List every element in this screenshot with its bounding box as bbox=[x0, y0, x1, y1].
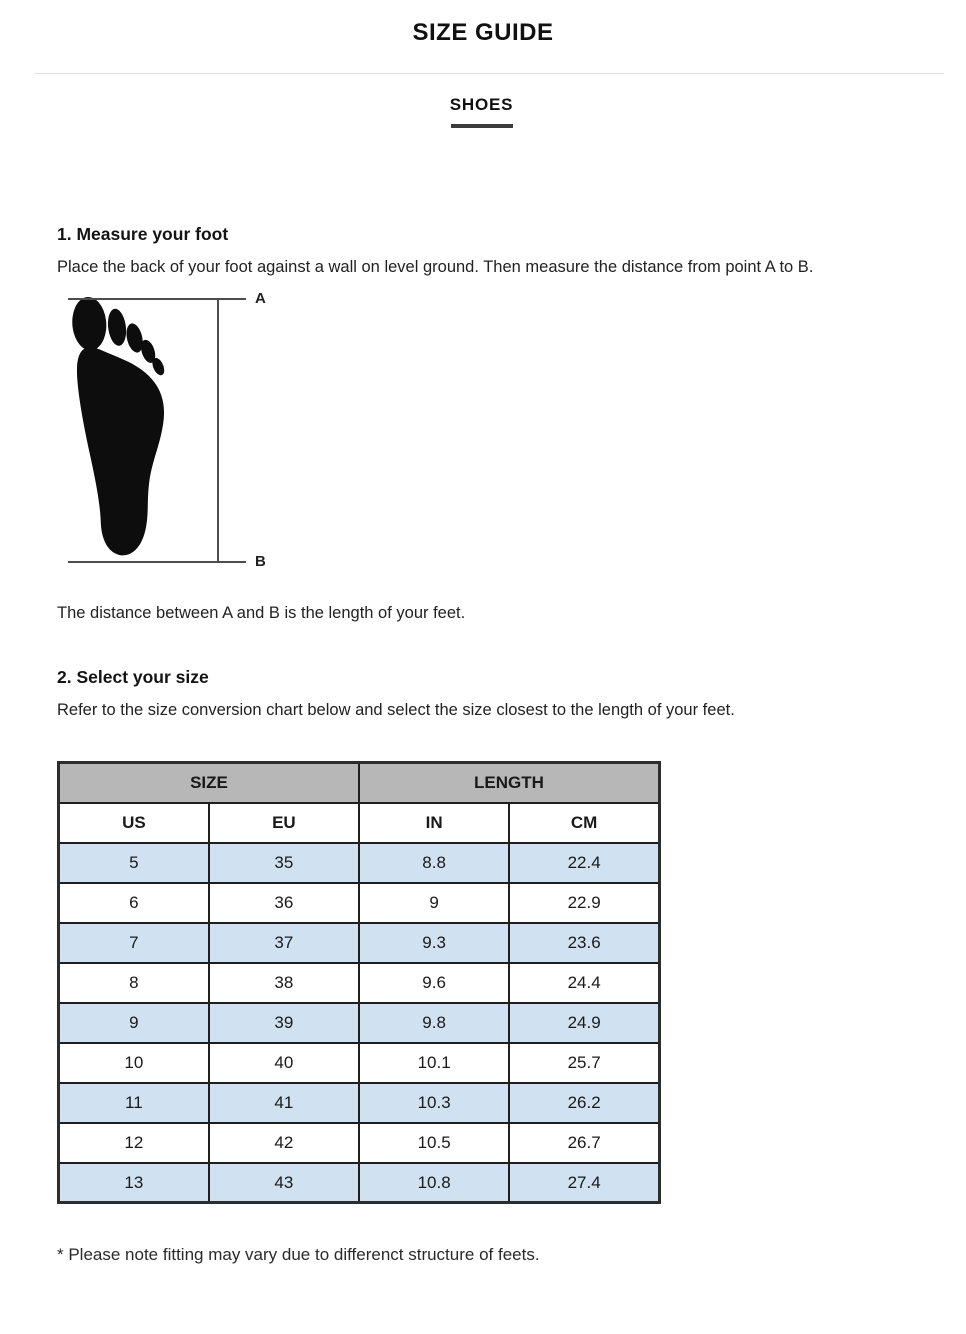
category-title: SHOES bbox=[449, 95, 514, 114]
table-cell: 13 bbox=[59, 1163, 209, 1203]
length-group-header: LENGTH bbox=[359, 763, 660, 803]
table-cell: 35 bbox=[209, 843, 359, 883]
table-cell: 40 bbox=[209, 1043, 359, 1083]
column-header-us: US bbox=[59, 803, 209, 843]
table-cell: 22.9 bbox=[509, 883, 659, 923]
table-cell: 41 bbox=[209, 1083, 359, 1123]
column-header-eu: EU bbox=[209, 803, 359, 843]
step1-heading: 1. Measure your foot bbox=[57, 224, 229, 244]
table-cell: 11 bbox=[59, 1083, 209, 1123]
category-block bbox=[57, 95, 906, 128]
table-row bbox=[59, 1043, 660, 1083]
column-header-cm: CM bbox=[509, 803, 659, 843]
point-b-label: B bbox=[255, 552, 266, 570]
table-cell: 23.6 bbox=[509, 923, 659, 963]
table-cell: 9 bbox=[359, 883, 509, 923]
table-cell: 5 bbox=[59, 843, 209, 883]
measure-line-vertical bbox=[217, 298, 219, 563]
point-a-label: A bbox=[255, 289, 266, 307]
table-cell: 12 bbox=[59, 1123, 209, 1163]
measure-foot-section bbox=[57, 224, 906, 624]
table-cell: 10.8 bbox=[359, 1163, 509, 1203]
category-underline bbox=[451, 124, 513, 128]
step2-instruction: Refer to the size conversion chart below and select the size closest to the length of your feet. bbox=[57, 700, 735, 719]
page-content bbox=[0, 95, 966, 1265]
table-row bbox=[59, 1083, 660, 1123]
table-cell: 6 bbox=[59, 883, 209, 923]
table-cell: 24.4 bbox=[509, 963, 659, 1003]
step1-instruction: Place the back of your foot against a wall on level ground. Then measure the distance from point A to B. bbox=[57, 258, 814, 276]
table-group-header-row bbox=[59, 763, 660, 803]
size-group-header: SIZE bbox=[59, 763, 360, 803]
step1-caption: The distance between A and B is the length of your feet. bbox=[57, 603, 466, 622]
table-cell: 9.8 bbox=[359, 1003, 509, 1043]
table-row bbox=[59, 963, 660, 1003]
footnote: * Please note fitting may vary due to differenct structure of feets. bbox=[57, 1245, 540, 1265]
table-cell: 39 bbox=[209, 1003, 359, 1043]
step2-heading: 2. Select your size bbox=[57, 666, 209, 687]
table-cell: 26.7 bbox=[509, 1123, 659, 1163]
table-cell: 10 bbox=[59, 1043, 209, 1083]
table-cell: 36 bbox=[209, 883, 359, 923]
size-conversion-table bbox=[57, 761, 661, 1204]
foot-measurement-diagram bbox=[57, 289, 377, 573]
footprint-illustration bbox=[69, 296, 184, 564]
table-cell: 42 bbox=[209, 1123, 359, 1163]
table-cell: 8.8 bbox=[359, 843, 509, 883]
table-row bbox=[59, 1123, 660, 1163]
table-cell: 27.4 bbox=[509, 1163, 659, 1203]
table-cell: 10.3 bbox=[359, 1083, 509, 1123]
select-size-section bbox=[57, 667, 906, 1205]
table-row bbox=[59, 923, 660, 963]
table-cell: 10.1 bbox=[359, 1043, 509, 1083]
table-cell: 38 bbox=[209, 963, 359, 1003]
column-header-in: IN bbox=[359, 803, 509, 843]
page-title: SIZE GUIDE bbox=[412, 19, 554, 46]
table-row bbox=[59, 843, 660, 883]
measure-line-b bbox=[68, 561, 246, 563]
table-cell: 10.5 bbox=[359, 1123, 509, 1163]
table-cell: 8 bbox=[59, 963, 209, 1003]
table-column-header-row bbox=[59, 803, 660, 843]
table-cell: 9.3 bbox=[359, 923, 509, 963]
table-cell: 24.9 bbox=[509, 1003, 659, 1043]
table-cell: 7 bbox=[59, 923, 209, 963]
table-cell: 26.2 bbox=[509, 1083, 659, 1123]
table-cell: 22.4 bbox=[509, 843, 659, 883]
measure-line-a bbox=[68, 298, 246, 300]
table-row bbox=[59, 1003, 660, 1043]
table-cell: 37 bbox=[209, 923, 359, 963]
table-cell: 43 bbox=[209, 1163, 359, 1203]
table-row bbox=[59, 1163, 660, 1203]
table-cell: 25.7 bbox=[509, 1043, 659, 1083]
table-cell: 9.6 bbox=[359, 963, 509, 1003]
table-row bbox=[59, 883, 660, 923]
header-divider bbox=[34, 73, 944, 74]
table-cell: 9 bbox=[59, 1003, 209, 1043]
